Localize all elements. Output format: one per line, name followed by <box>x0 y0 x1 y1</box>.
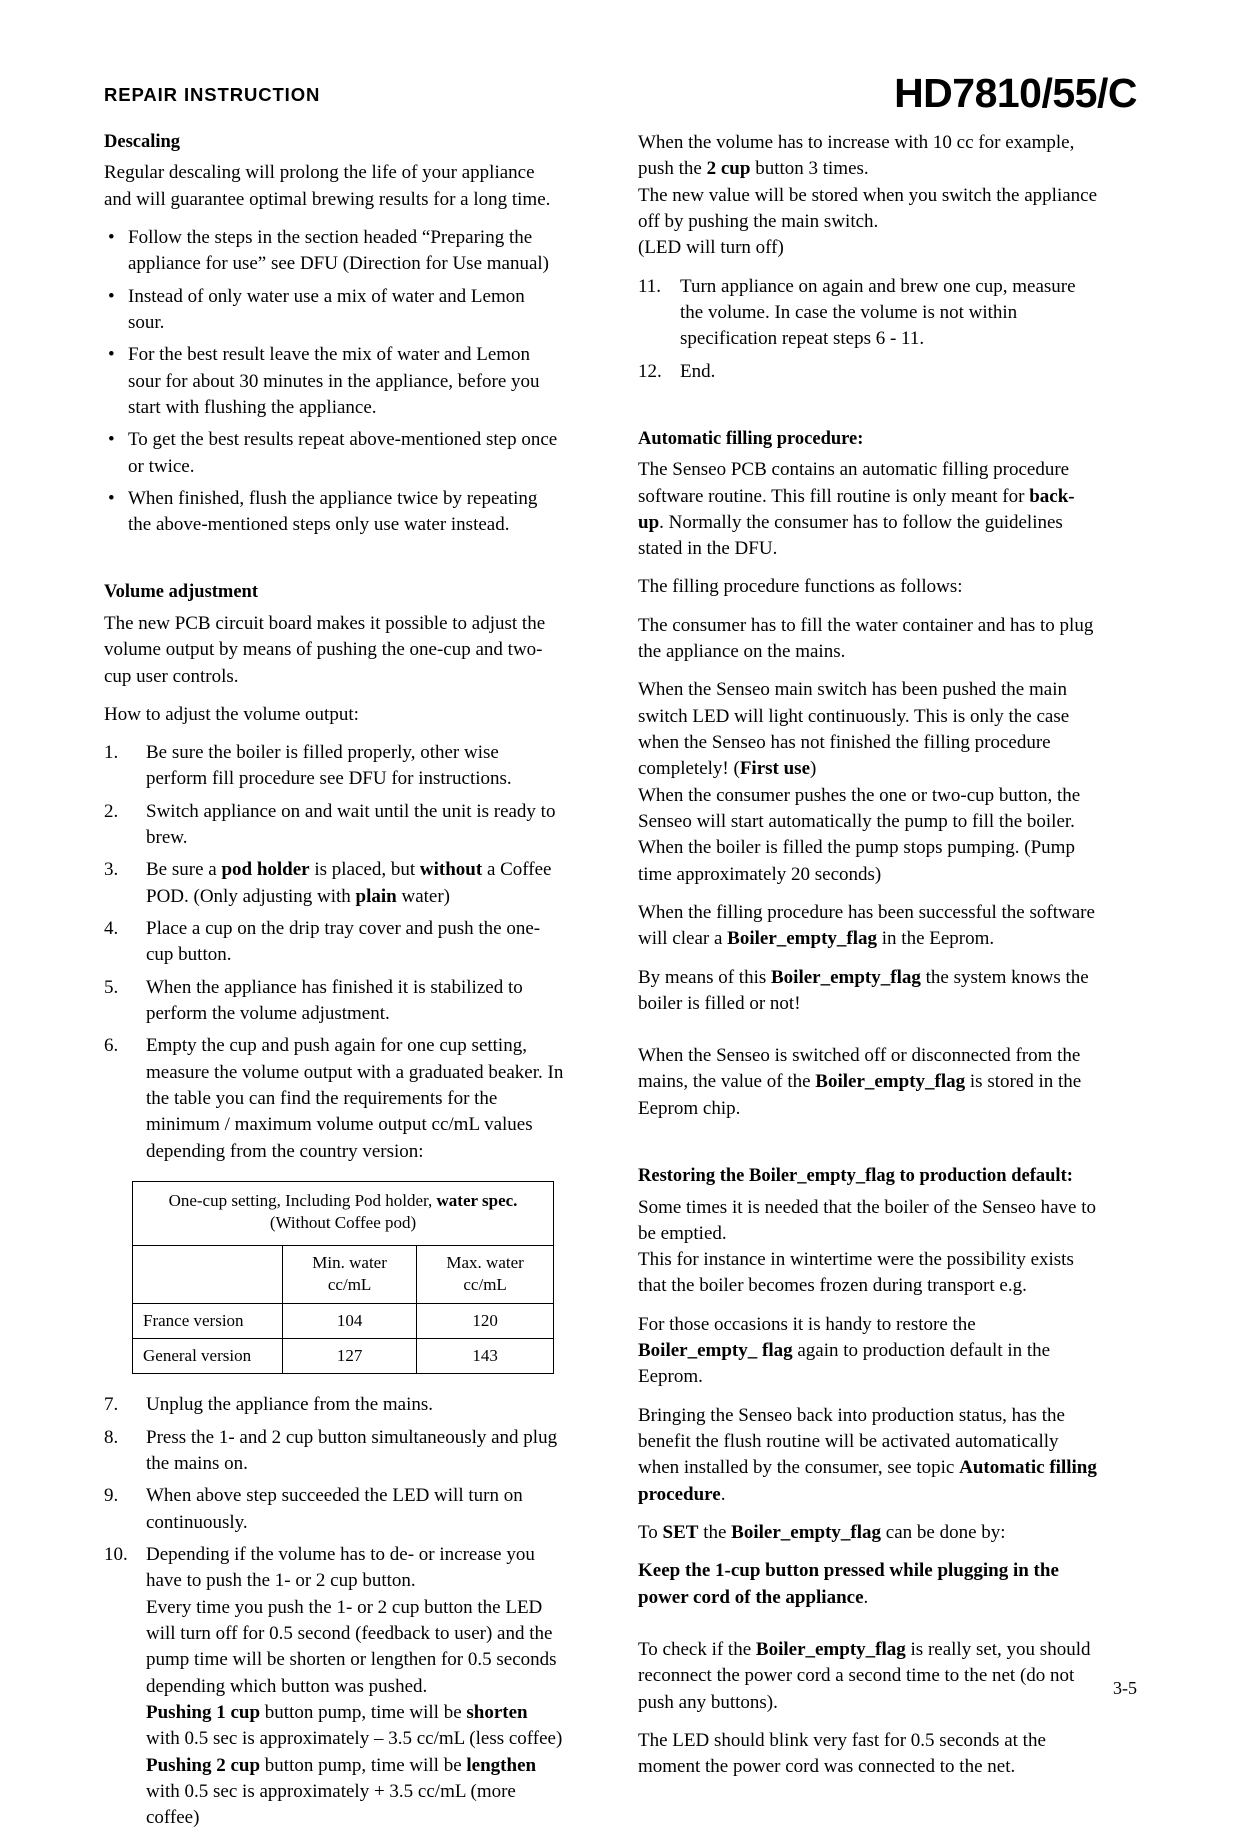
list-item: • Follow the steps in the section headed “Preparing the appliance for use” see DFU (Direction for Use manual) <box>104 225 564 278</box>
step-number: 6. <box>104 1035 119 1057</box>
heading-automatic-filling: Automatic filling procedure: <box>638 428 864 449</box>
table-col-header-max: Max. water cc/mL <box>417 1245 554 1303</box>
section-spacer <box>104 550 564 580</box>
automatic-filling-para: The consumer has to fill the water container and has to plug the appliance on the mains. <box>638 614 1094 663</box>
list-item: • When finished, flush the appliance twice by repeating the above-mentioned steps only use water instead. <box>104 486 564 539</box>
restoring-para: Bringing the Senseo back into production status, has the benefit the flush routine will be activated automatically when installed by the consumer, see topic Automatic filling procedure. <box>638 1404 1097 1505</box>
table-cell-version: General version <box>133 1339 283 1374</box>
two-column-body <box>104 130 1137 1843</box>
list-item <box>104 1483 564 1536</box>
list-item <box>104 857 564 910</box>
restoring-para-bold-instruction: Keep the 1-cup button pressed while plugging in the power cord of the appliance. <box>638 1560 1059 1608</box>
list-item <box>638 359 1098 385</box>
list-item <box>104 799 564 852</box>
step-number: 7. <box>104 1394 119 1416</box>
restoring-para: To check if the Boiler_empty_flag is really set, you should reconnect the power cord a second time to the net (do not push any buttons). <box>638 1638 1091 1713</box>
step-text: Be sure the boiler is filled properly, other wise perform fill procedure see DFU for instructions. <box>146 742 512 790</box>
volume-spec-table <box>132 1181 554 1375</box>
table-col-header-blank <box>133 1245 283 1303</box>
step-text: Empty the cup and push again for one cup setting, measure the volume output with a graduated beaker. In the table you can find the requirements for the minimum / maximum volume output cc/mL values depending from the country version: <box>146 1035 564 1162</box>
page-header <box>104 70 1137 124</box>
step-text: Depending if the volume has to de- or increase you have to push the 1- or 2 cup button. Every time you push the 1- or 2 cup button the LED will turn off for 0.5 second (feedback to user) and the pump time will be shorten or lengthen for 0.5 seconds depending which button was pushed. Pushing 1 cup button pump, time will be shorten with 0.5 sec is approximately – 3.5 cc/mL (less coffee) Pushing 2 cup button pump, time will be lengthen with 0.5 sec is approximately + 3.5 cc/mL (more coffee) <box>146 1544 563 1829</box>
paragraph-spacer <box>638 1623 1098 1637</box>
table-title-cell <box>133 1181 554 1245</box>
restoring-para: Some times it is needed that the boiler of the Senseo have to be emptied. This for instance in wintertime were the possibility exists that the boiler becomes frozen during transport e.g. <box>638 1196 1097 1297</box>
list-item: • For the best result leave the mix of water and Lemon sour for about 30 minutes in the appliance, before you start with flushing the appliance. <box>104 342 564 421</box>
right-column <box>638 130 1098 1792</box>
step-number: 12. <box>638 360 662 382</box>
step-text: Place a cup on the drip tray cover and push the one-cup button. <box>146 918 541 966</box>
step-number: 2. <box>104 800 119 822</box>
step-number: 5. <box>104 976 119 998</box>
table-col-header-min: Min. water cc/mL <box>283 1245 417 1303</box>
table-cell-min: 104 <box>283 1303 417 1338</box>
volume-adjustment-lead: How to adjust the volume output: <box>104 703 359 725</box>
heading-descaling: Descaling <box>104 132 181 152</box>
restoring-para: To SET the Boiler_empty_flag can be done by: <box>638 1521 1006 1543</box>
step-text: Switch appliance on and wait until the unit is ready to brew. <box>146 800 556 849</box>
descaling-intro: Regular descaling will prolong the life of your appliance and will guarantee optimal brewing results for a long time. <box>104 162 551 210</box>
table-header-row <box>133 1181 554 1245</box>
step-number: 4. <box>104 918 119 939</box>
header-model-number: HD7810/55/C <box>894 70 1137 116</box>
restoring-para: The LED should blink very fast for 0.5 seconds at the moment the power cord was connected to the net. <box>638 1729 1046 1778</box>
page-number: 3-5 <box>1113 1678 1137 1698</box>
list-item <box>104 1425 564 1478</box>
table-cell-version: France version <box>133 1303 283 1338</box>
table-row <box>133 1339 554 1374</box>
step-number: 8. <box>104 1426 119 1448</box>
automatic-filling-para: The Senseo PCB contains an automatic filling procedure software routine. This fill routine is only meant for back-up. Normally the consumer has to follow the guidelines stated in the DFU. <box>638 459 1075 560</box>
table-title-plain: One-cup setting, Including Pod holder, <box>168 1190 437 1210</box>
step-number: 3. <box>104 859 119 881</box>
list-item <box>104 1542 564 1831</box>
list-item <box>104 1033 564 1165</box>
volume-adjustment-intro: The new PCB circuit board makes it possible to adjust the volume output by means of pushing the one-cup and two-cup user controls. <box>104 612 546 687</box>
paragraph-spacer <box>638 1029 1098 1043</box>
heading-volume-adjustment: Volume adjustment <box>104 582 259 603</box>
step-number: 1. <box>104 742 119 764</box>
continuation-paragraph: When the volume has to increase with 10 cc for example, push the 2 cup button 3 times. The new value will be stored when you switch the appliance off by pushing the main switch. (LED will turn off) <box>638 132 1098 259</box>
step-number: 9. <box>104 1485 119 1507</box>
heading-restoring-flag: Restoring the Boiler_empty_flag to production default: <box>638 1166 1073 1187</box>
volume-steps-list-1 <box>104 740 564 1165</box>
step-text: When above step succeeded the LED will turn on continuously. <box>146 1485 523 1533</box>
step-number: 11. <box>638 275 662 297</box>
section-spacer <box>638 1134 1098 1164</box>
step-text: Be sure a pod holder is placed, but without a Coffee POD. (Only adjusting with plain water) <box>146 859 552 907</box>
table-subtitle: (Without Coffee pod) <box>269 1213 417 1233</box>
automatic-filling-para: When the filling procedure has been successful the software will clear a Boiler_empty_flag in the Eeprom. <box>638 901 1095 950</box>
list-item <box>638 274 1098 353</box>
step-text: Press the 1- and 2 cup button simultaneously and plug the mains on. <box>146 1426 558 1475</box>
automatic-filling-para: When the Senseo is switched off or disconnected from the mains, the value of the Boiler_empty_flag is stored in the Eeprom chip. <box>638 1045 1082 1119</box>
list-item <box>104 916 564 969</box>
step-text: End. <box>680 360 716 382</box>
step-number: 10. <box>104 1544 128 1565</box>
step-text: Unplug the appliance from the mains. <box>146 1394 434 1416</box>
header-title: REPAIR INSTRUCTION <box>104 84 321 105</box>
left-column <box>104 130 564 1843</box>
descaling-bullet-list <box>104 225 564 538</box>
restoring-para: For those occasions it is handy to restore the Boiler_empty_ flag again to production default in the Eeprom. <box>638 1313 1051 1388</box>
list-item <box>104 975 564 1028</box>
automatic-filling-para: When the Senseo main switch has been pushed the main switch LED will light continuously. This is only the case when the Senseo has not finished the filling procedure completely! (First use) When the consumer pushes the one or two-cup button, the Senseo will start automatically the pump to fill the boiler. When the boiler is filled the pump stops pumping. (Pump time approximately 20 seconds) <box>638 679 1081 885</box>
table-cell-max: 143 <box>417 1339 554 1374</box>
automatic-filling-para: By means of this Boiler_empty_flag the system knows the boiler is filled or not! <box>638 966 1089 1014</box>
list-item: • Instead of only water use a mix of water and Lemon sour. <box>104 284 564 337</box>
volume-spec-table-wrapper <box>132 1181 554 1375</box>
table-cell-max: 120 <box>417 1303 554 1338</box>
step-text: Turn appliance on again and brew one cup, measure the volume. In case the volume is not within specification repeat steps 6 - 11. <box>680 275 1076 350</box>
section-spacer <box>638 397 1098 427</box>
list-item <box>104 1392 564 1418</box>
volume-steps-list-3 <box>638 274 1098 385</box>
table-row <box>133 1303 554 1338</box>
table-title-bold: water spec. <box>436 1190 518 1210</box>
list-item: • To get the best results repeat above-mentioned step once or twice. <box>104 427 564 480</box>
automatic-filling-para: The filling procedure functions as follows: <box>638 576 963 598</box>
volume-steps-list-2 <box>104 1392 564 1831</box>
list-item <box>104 740 564 793</box>
step-text: When the appliance has finished it is stabilized to perform the volume adjustment. <box>146 976 523 1024</box>
table-column-header-row <box>133 1245 554 1303</box>
table-cell-min: 127 <box>283 1339 417 1374</box>
